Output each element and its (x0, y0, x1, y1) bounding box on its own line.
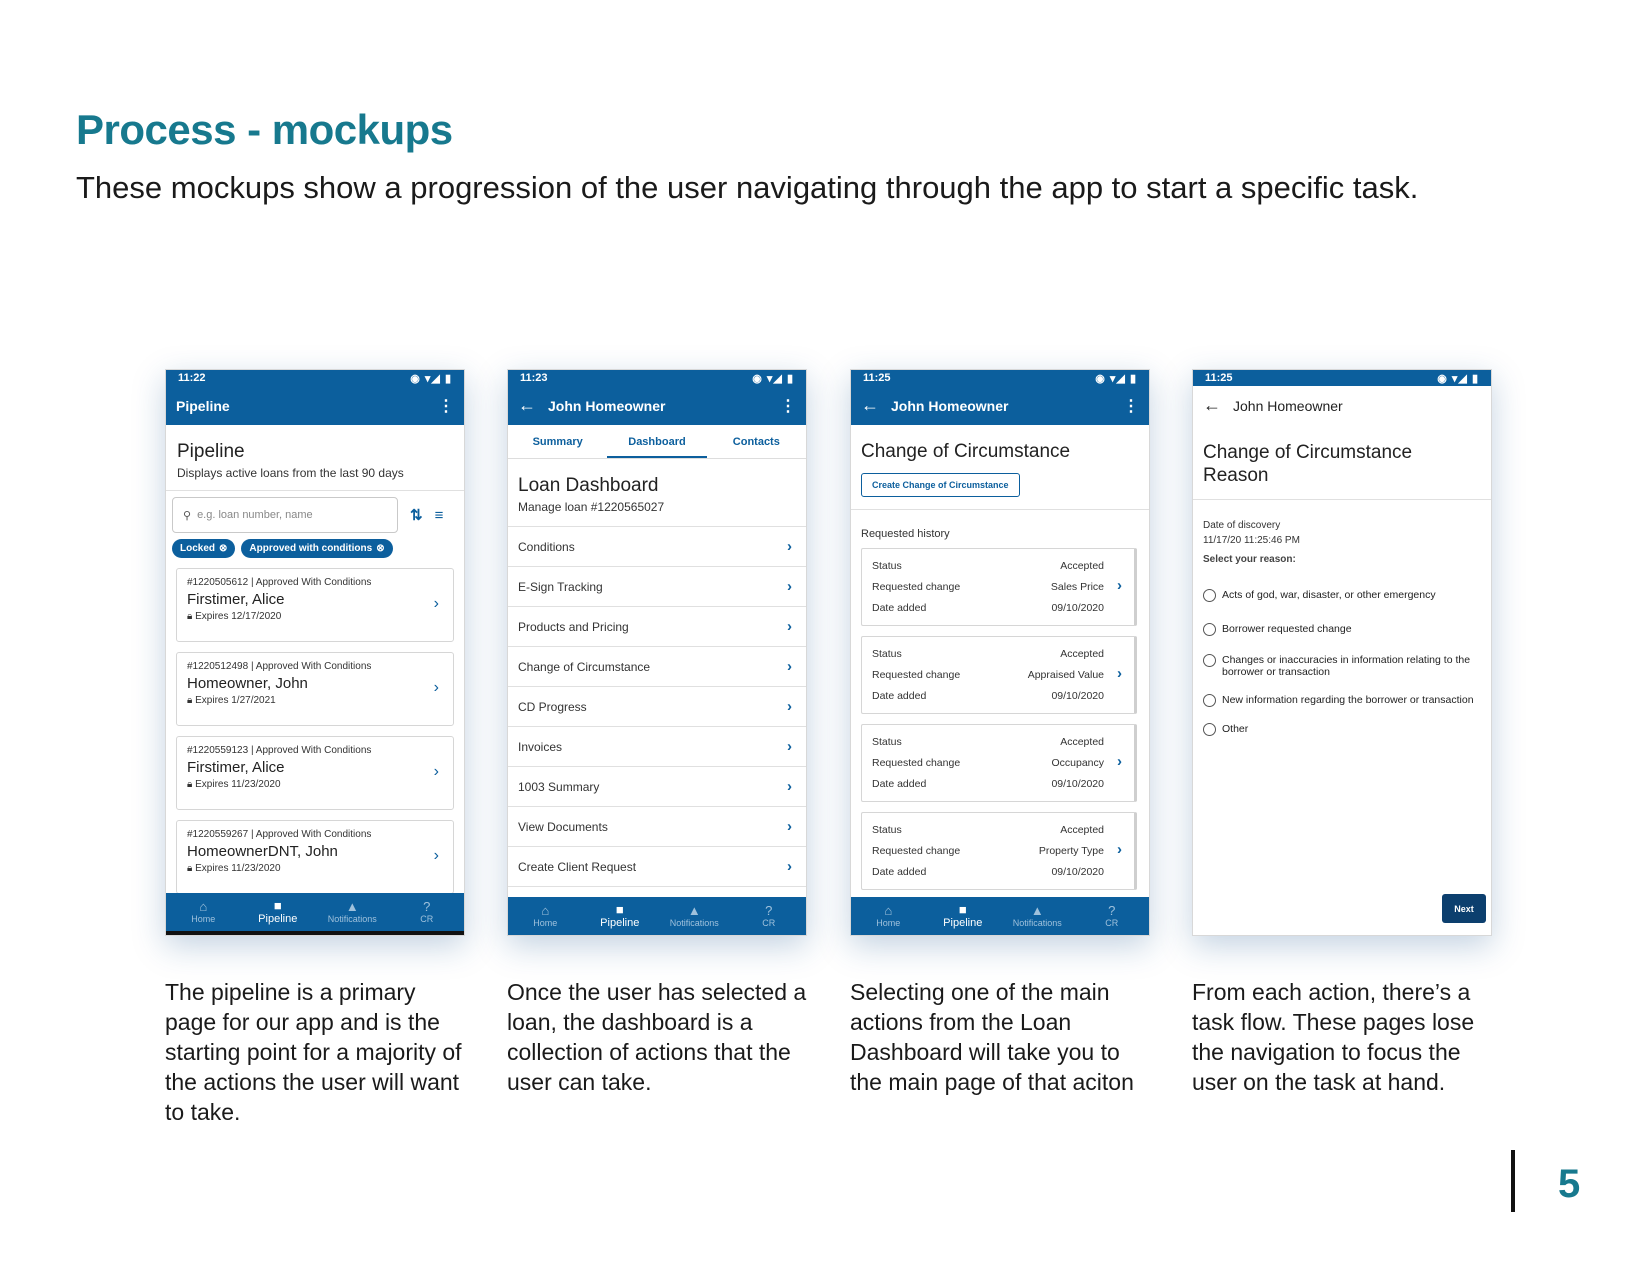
action-item-conditions[interactable] (508, 527, 806, 567)
chevron-right-icon: › (787, 538, 792, 555)
chevron-right-icon: › (433, 847, 439, 864)
loan-expiry (187, 611, 443, 622)
change-value: Property Type (1038, 845, 1104, 857)
nav-pipeline[interactable] (583, 897, 658, 935)
pipeline-heading: Pipeline (177, 441, 245, 462)
row-label: Status (872, 736, 902, 748)
status-bar (166, 370, 464, 386)
change-value: Appraised Value (1027, 669, 1104, 681)
date-value: 09/10/2020 (1051, 690, 1104, 702)
status-time: 11:25 (1205, 372, 1233, 384)
page-number-divider (1511, 1150, 1515, 1212)
tab-dashboard[interactable]: Dashboard (607, 425, 706, 458)
chevron-right-icon: › (787, 778, 792, 795)
next-button[interactable]: Next (1442, 894, 1486, 923)
nav-label: Pipeline (600, 917, 640, 929)
sort-icon[interactable]: ⇅ (410, 507, 423, 524)
reason-heading: Change of Circumstance (1203, 442, 1413, 463)
chevron-right-icon: › (1117, 665, 1122, 682)
back-arrow-icon[interactable]: ← (518, 395, 536, 415)
more-vert-icon[interactable]: ⋮ (780, 397, 796, 415)
action-label: Create Client Request (518, 859, 637, 874)
bottom-nav (851, 897, 1149, 935)
tab-summary[interactable]: Summary (532, 436, 583, 448)
reason-option[interactable] (1193, 654, 1491, 678)
status-value: Accepted (1060, 736, 1104, 748)
chevron-right-icon: › (1117, 753, 1122, 770)
bell-icon: ▲ (345, 899, 359, 914)
action-label: Change of Circumstance (518, 659, 651, 674)
reason-header (1193, 425, 1491, 500)
select-reason-label: Select your reason: (1203, 554, 1296, 565)
row-label: Requested change (872, 845, 961, 857)
dashboard-heading: Loan Dashboard (518, 475, 659, 496)
help-circle-icon: ? (423, 899, 431, 914)
nav-label: Notifications (669, 918, 719, 928)
status-icons: ◉ ▾◢ ▮ (410, 373, 452, 385)
row-label: Requested change (872, 581, 961, 593)
status-value: Accepted (1060, 648, 1104, 660)
action-item-products[interactable] (508, 607, 806, 647)
status-time: 11:22 (178, 372, 206, 384)
chip-label: Locked (180, 543, 216, 554)
app-bar-title: John Homeowner (548, 397, 666, 414)
chevron-right-icon: › (1117, 841, 1122, 858)
status-time: 11:23 (520, 372, 548, 384)
app-bar (166, 386, 464, 425)
phone-mockup-coc (850, 369, 1150, 936)
chevron-right-icon: › (787, 658, 792, 675)
discovery-value: 11/17/20 11:25:46 PM (1203, 535, 1300, 546)
pipeline-subheading: Displays active loans from the last 90 days (177, 466, 404, 480)
chevron-right-icon: › (433, 763, 439, 780)
nav-label: Pipeline (943, 917, 983, 929)
reason-label: Borrower requested change (1222, 623, 1352, 635)
home-icon: ⌂ (199, 899, 208, 914)
nav-pipeline[interactable] (241, 893, 316, 931)
phone-mockup-pipeline (165, 369, 465, 936)
history-label: Requested history (861, 528, 950, 540)
nav-cr[interactable] (390, 893, 465, 931)
coc-heading: Change of Circumstance (861, 441, 1071, 462)
bell-icon: ▲ (687, 903, 701, 918)
more-vert-icon[interactable]: ⋮ (438, 397, 454, 415)
lock-icon: 🔒︎ (187, 611, 196, 622)
loan-expiry (187, 779, 443, 790)
loan-card[interactable] (176, 652, 454, 726)
loan-borrower: Homeowner, John (187, 675, 308, 692)
bottom-nav (508, 897, 806, 935)
app-bar-title: John Homeowner (1233, 397, 1343, 414)
page-title: Process - mockups (76, 106, 453, 153)
radio-button[interactable] (1203, 694, 1216, 707)
more-vert-icon[interactable]: ⋮ (1123, 397, 1139, 415)
reason-label: New information regarding the borrower or transaction (1222, 694, 1474, 706)
history-card[interactable] (861, 812, 1137, 890)
loan-card[interactable] (176, 736, 454, 810)
change-value: Sales Price (1050, 581, 1104, 593)
search-placeholder: e.g. loan number, name (197, 509, 313, 521)
page-subtitle: These mockups show a progression of the user navigating through the app to start a specific task. (76, 170, 1419, 205)
nav-cr[interactable] (1075, 897, 1150, 935)
app-bar (851, 386, 1149, 425)
action-label: View Documents (518, 819, 608, 834)
radio-button[interactable] (1203, 589, 1216, 602)
caption-pipeline: The pipeline is a primary page for our app and is the starting point for a majority of the actions the user will want to take. (165, 979, 462, 1125)
action-list (508, 527, 806, 887)
phone-mockup-reason (1192, 369, 1492, 936)
back-arrow-icon[interactable]: ← (1203, 395, 1221, 415)
action-label: E-Sign Tracking (518, 579, 603, 594)
row-label: Date added (872, 778, 927, 790)
chevron-right-icon: › (787, 818, 792, 835)
change-value: Occupancy (1051, 757, 1104, 769)
chevron-right-icon: › (1117, 577, 1122, 594)
filter-chips (166, 537, 464, 564)
nav-cr[interactable] (732, 897, 807, 935)
action-label: 1003 Summary (518, 779, 600, 794)
action-item-invoices[interactable] (508, 727, 806, 767)
action-label: Products and Pricing (518, 619, 629, 634)
home-icon: ⌂ (884, 903, 893, 918)
tab-bar (508, 425, 806, 459)
nav-label: Notifications (1012, 918, 1062, 928)
reason-label: Acts of god, war, disaster, or other emergency (1222, 589, 1436, 601)
app-bar-title: John Homeowner (891, 397, 1009, 414)
chevron-right-icon: › (787, 618, 792, 635)
action-item-cd-progress[interactable] (508, 687, 806, 727)
status-bar (1193, 370, 1491, 386)
filter-icon[interactable]: ≡ (434, 506, 444, 524)
coc-header (851, 425, 1149, 510)
nav-pipeline[interactable] (926, 897, 1001, 935)
radio-button[interactable] (1203, 654, 1216, 667)
lock-icon: 🔒︎ (187, 695, 196, 706)
reason-label: Other (1222, 723, 1249, 735)
status-icons: ◉ ▾◢ ▮ (1437, 373, 1479, 385)
app-bar-title: Pipeline (176, 397, 230, 414)
chevron-right-icon: › (787, 738, 792, 755)
discovery-info (1193, 500, 1491, 571)
reason-option[interactable] (1193, 623, 1491, 636)
action-item-1003[interactable] (508, 767, 806, 807)
reason-label: Changes or inaccuracies in information relating to the borrower or transaction (1222, 654, 1471, 678)
nav-label: Home (533, 918, 558, 928)
nav-label: Home (191, 914, 216, 924)
app-bar (508, 386, 806, 425)
help-circle-icon: ? (765, 903, 773, 918)
create-coc-button[interactable]: Create Change of Circumstance (861, 473, 1020, 497)
chevron-right-icon: › (433, 595, 439, 612)
nav-label: CR (1105, 918, 1119, 928)
row-label: Status (872, 824, 902, 836)
chevron-right-icon: › (787, 578, 792, 595)
discovery-label: Date of discovery (1203, 520, 1281, 531)
loan-expiry (187, 863, 443, 874)
history-card[interactable] (861, 724, 1137, 802)
row-label: Status (872, 648, 902, 660)
app-bar (1193, 386, 1491, 425)
loan-expiry-text: Expires 11/23/2020 (195, 863, 281, 874)
row-label: Requested change (872, 669, 961, 681)
chevron-right-icon: › (787, 698, 792, 715)
search-row (166, 491, 464, 537)
loan-expiry-text: Expires 1/27/2021 (195, 695, 276, 706)
action-item-client-request[interactable] (508, 847, 806, 887)
lock-icon: 🔒︎ (187, 863, 196, 874)
status-value: Accepted (1060, 560, 1104, 572)
row-label: Date added (872, 866, 927, 878)
home-icon: ⌂ (541, 903, 550, 918)
caption-coc: Selecting one of the main actions from the Loan Dashboard will take you to the main page of that aciton (850, 979, 1134, 1095)
action-label: Invoices (518, 739, 563, 754)
action-label: Conditions (518, 539, 575, 554)
history-card[interactable] (861, 636, 1137, 714)
gesture-bar (166, 931, 464, 935)
radio-button[interactable] (1203, 623, 1216, 636)
loan-meta: #1220512498 | Approved With Conditions (187, 661, 372, 672)
loan-expiry-text: Expires 12/17/2020 (195, 611, 282, 622)
page-number: 5 (1558, 1162, 1581, 1206)
nav-label: CR (762, 918, 776, 928)
briefcase-icon: ■ (958, 902, 967, 917)
briefcase-icon: ■ (615, 902, 624, 917)
close-icon[interactable]: ⊗ (376, 543, 385, 554)
search-icon: ⚲ (183, 509, 192, 522)
back-arrow-icon[interactable]: ← (861, 395, 879, 415)
briefcase-icon: ■ (273, 898, 282, 913)
history-card[interactable] (861, 548, 1137, 626)
pipeline-header (166, 425, 464, 491)
bell-icon: ▲ (1030, 903, 1044, 918)
chevron-right-icon: › (433, 679, 439, 696)
loan-card[interactable] (176, 568, 454, 642)
nav-label: Pipeline (258, 913, 298, 925)
loan-meta: #1220559123 | Approved With Conditions (187, 745, 372, 756)
action-item-documents[interactable] (508, 807, 806, 847)
loan-borrower: HomeownerDNT, John (187, 843, 338, 860)
nav-notifications[interactable] (1000, 897, 1075, 935)
action-label: CD Progress (518, 699, 587, 714)
filter-chip[interactable] (172, 539, 235, 558)
status-icons: ◉ ▾◢ ▮ (752, 373, 794, 385)
row-label: Status (872, 560, 902, 572)
chip-label: Approved with conditions (249, 543, 373, 554)
loan-card[interactable] (176, 820, 454, 894)
nav-label: Notifications (327, 914, 377, 924)
dashboard-header (508, 459, 806, 527)
action-item-coc[interactable] (508, 647, 806, 687)
reason-option[interactable] (1193, 694, 1491, 707)
row-label: Date added (872, 602, 927, 614)
loan-borrower: Firstimer, Alice (187, 591, 285, 608)
date-value: 09/10/2020 (1051, 778, 1104, 790)
status-icons: ◉ ▾◢ ▮ (1095, 373, 1137, 385)
reason-option[interactable] (1193, 589, 1491, 602)
date-value: 09/10/2020 (1051, 602, 1104, 614)
chevron-right-icon: › (787, 858, 792, 875)
status-time: 11:25 (863, 372, 891, 384)
dashboard-subheading: Manage loan #1220565027 (518, 500, 665, 514)
nav-label: Home (876, 918, 901, 928)
loan-meta: #1220559267 | Approved With Conditions (187, 829, 372, 840)
caption-reason: From each action, there’s a task flow. These pages lose the navigation to focus the user on the task at hand. (1192, 979, 1475, 1095)
help-circle-icon: ? (1108, 903, 1116, 918)
caption-dashboard: Once the user has selected a loan, the dashboard is a collection of actions that the user can take. (507, 979, 807, 1095)
action-item-esign[interactable] (508, 567, 806, 607)
loan-meta: #1220505612 | Approved With Conditions (187, 577, 372, 588)
phone-mockup-dashboard (507, 369, 807, 936)
reason-heading-line2: Reason (1203, 465, 1269, 486)
date-value: 09/10/2020 (1051, 866, 1104, 878)
close-icon[interactable]: ⊗ (219, 543, 228, 554)
loan-borrower: Firstimer, Alice (187, 759, 285, 776)
loan-expiry-text: Expires 11/23/2020 (195, 779, 281, 790)
bottom-nav (166, 893, 464, 931)
loan-expiry (187, 695, 443, 706)
tab-contacts[interactable]: Contacts (732, 436, 780, 448)
row-label: Requested change (872, 757, 961, 769)
status-value: Accepted (1060, 824, 1104, 836)
nav-home[interactable] (851, 897, 926, 935)
status-bar (851, 370, 1149, 386)
search-input[interactable] (172, 497, 398, 533)
filter-chip[interactable] (241, 539, 392, 558)
reason-option[interactable] (1193, 723, 1491, 736)
radio-button[interactable] (1203, 723, 1216, 736)
nav-label: CR (420, 914, 434, 924)
row-label: Date added (872, 690, 927, 702)
lock-icon: 🔒︎ (187, 779, 196, 790)
nav-home[interactable] (166, 893, 241, 931)
nav-home[interactable] (508, 897, 583, 935)
status-bar (508, 370, 806, 386)
nav-notifications[interactable] (657, 897, 732, 935)
nav-notifications[interactable] (315, 893, 390, 931)
